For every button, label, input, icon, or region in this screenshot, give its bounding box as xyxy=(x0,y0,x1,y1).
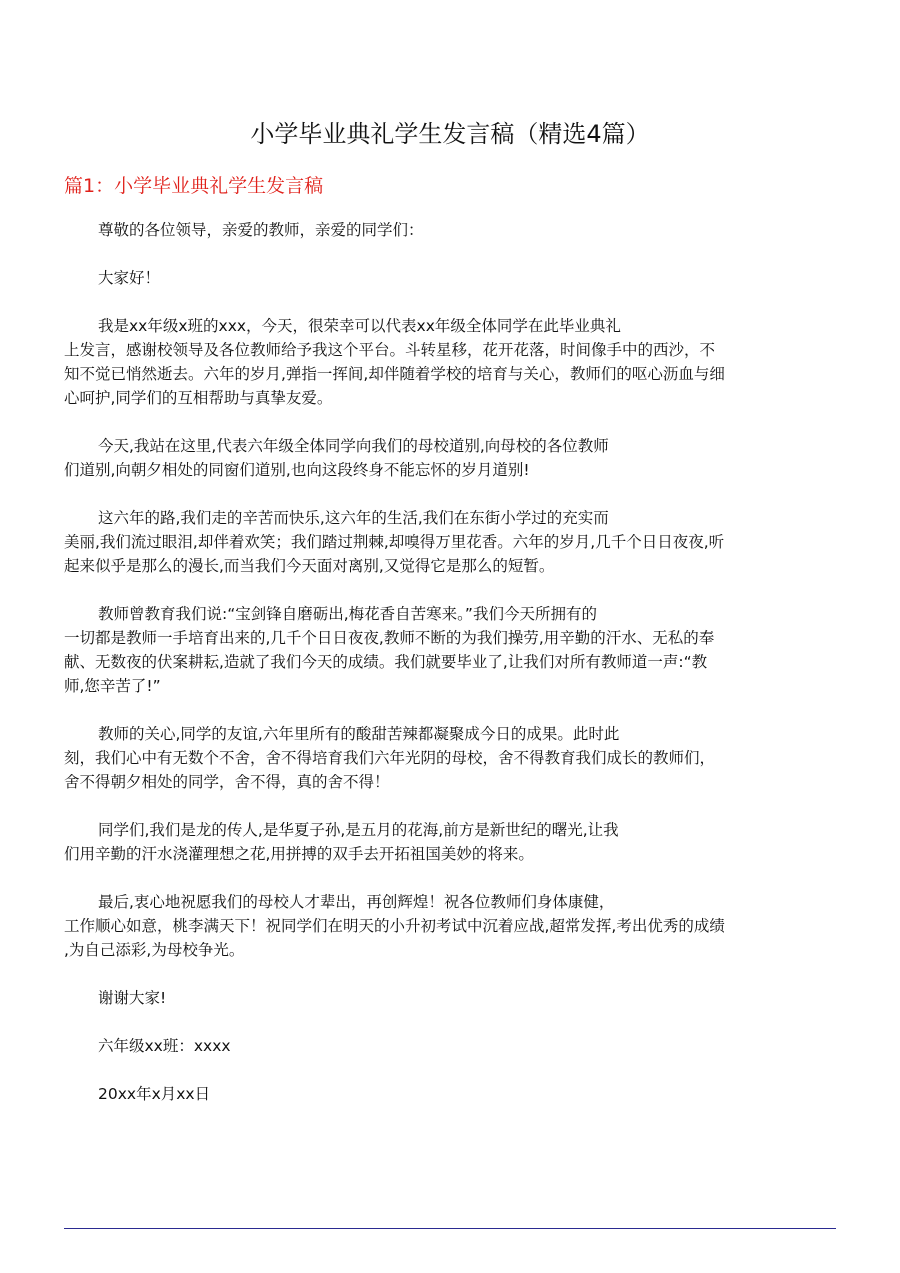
paragraph-line: 师,您辛苦了!” xyxy=(64,677,161,695)
paragraph-line: 舍不得朝夕相处的同学，舍不得，真的舍不得！ xyxy=(64,773,390,791)
speech-paragraph xyxy=(64,602,844,698)
paragraph-line: 今天,我站在这里,代表六年级全体同学向我们的母校道别,向母校的各位教师 xyxy=(98,437,609,455)
paragraph-line: 心呵护,同学们的互相帮助与真挚友爱。 xyxy=(64,389,333,407)
signature: 六年级xx班：xxxx xyxy=(98,1037,231,1055)
paragraph-line: 上发言，感谢校领导及各位教师给予我这个平台。斗转星移，花开花落，时间像手中的西沙，不 xyxy=(64,341,716,359)
speech-paragraph xyxy=(64,722,844,794)
speech-paragraph xyxy=(64,314,844,410)
footer-rule xyxy=(64,1228,836,1229)
paragraph-line: 献、无数夜的伏案耕耘,造就了我们今天的成绩。我们就要毕业了,让我们对所有教师道一声:“教 xyxy=(64,653,708,671)
document-title: 小学毕业典礼学生发言稿（精选4篇） xyxy=(250,120,650,148)
speech-paragraph xyxy=(64,818,844,866)
paragraph-line: 们用辛勤的汗水浇灌理想之花,用拼搏的双手去开拓祖国美妙的将来。 xyxy=(64,845,534,863)
speech-paragraph xyxy=(64,890,844,962)
paragraph-line: 最后,衷心地祝愿我们的母校人才辈出，再创辉煌！祝各位教师们身体康健， xyxy=(98,893,615,911)
paragraph-line: 我是xx年级x班的xxx，今天，很荣幸可以代表xx年级全体同学在此毕业典礼 xyxy=(98,317,621,335)
paragraph-line: 们道别,向朝夕相处的同窗们道别,也向这段终身不能忘怀的岁月道别! xyxy=(64,461,530,479)
paragraph-line: 美丽,我们流过眼泪,却伴着欢笑；我们踏过荆棘,却嗅得万里花香。六年的岁月,几千个日日夜夜,听 xyxy=(64,533,725,551)
paragraph-line: 知不觉已悄然逝去。六年的岁月,弹指一挥间,却伴随着学校的培育与关心，教师们的呕心沥血与细 xyxy=(64,365,725,383)
paragraph-line: 工作顺心如意，桃李满天下！祝同学们在明天的小升初考试中沉着应战,超常发挥,考出优秀的成绩 xyxy=(64,917,725,935)
paragraph-line: ,为自己添彩,为母校争光。 xyxy=(64,941,245,959)
speech-paragraphs xyxy=(64,314,844,962)
paragraph-line: 同学们,我们是龙的传人,是华夏子孙,是五月的花海,前方是新世纪的曙光,让我 xyxy=(98,821,619,839)
date: 20xx年x月xx日 xyxy=(98,1085,211,1103)
paragraph-line: 一切都是教师一手培育出来的,几千个日日夜夜,教师不断的为我们操劳,用辛勤的汗水、无私的奉 xyxy=(64,629,715,647)
speech-paragraph xyxy=(64,434,844,482)
paragraph-line: 刻，我们心中有无数个不舍，舍不得培育我们六年光阴的母校，舍不得教育我们成长的教师们， xyxy=(64,749,716,767)
closing: 谢谢大家! xyxy=(98,989,167,1007)
paragraph-line: 这六年的路,我们走的辛苦而快乐,这六年的生活,我们在东街小学过的充实而 xyxy=(98,509,609,527)
paragraph-line: 教师曾教育我们说:“宝剑锋自磨砺出,梅花香自苦寒来。”我们今天所拥有的 xyxy=(98,605,597,623)
section-heading: 篇1：小学毕业典礼学生发言稿 xyxy=(64,175,324,197)
paragraph-line: 起来似乎是那么的漫长,而当我们今天面对离别,又觉得它是那么的短暂。 xyxy=(64,557,555,575)
paragraph-line: 教师的关心,同学的友谊,六年里所有的酸甜苦辣都凝聚成今日的成果。此时此 xyxy=(98,725,620,743)
salutation: 尊敬的各位领导，亲爱的教师，亲爱的同学们： xyxy=(98,221,424,239)
greeting: 大家好！ xyxy=(98,269,161,287)
body-text xyxy=(64,218,844,1130)
speech-paragraph xyxy=(64,506,844,578)
